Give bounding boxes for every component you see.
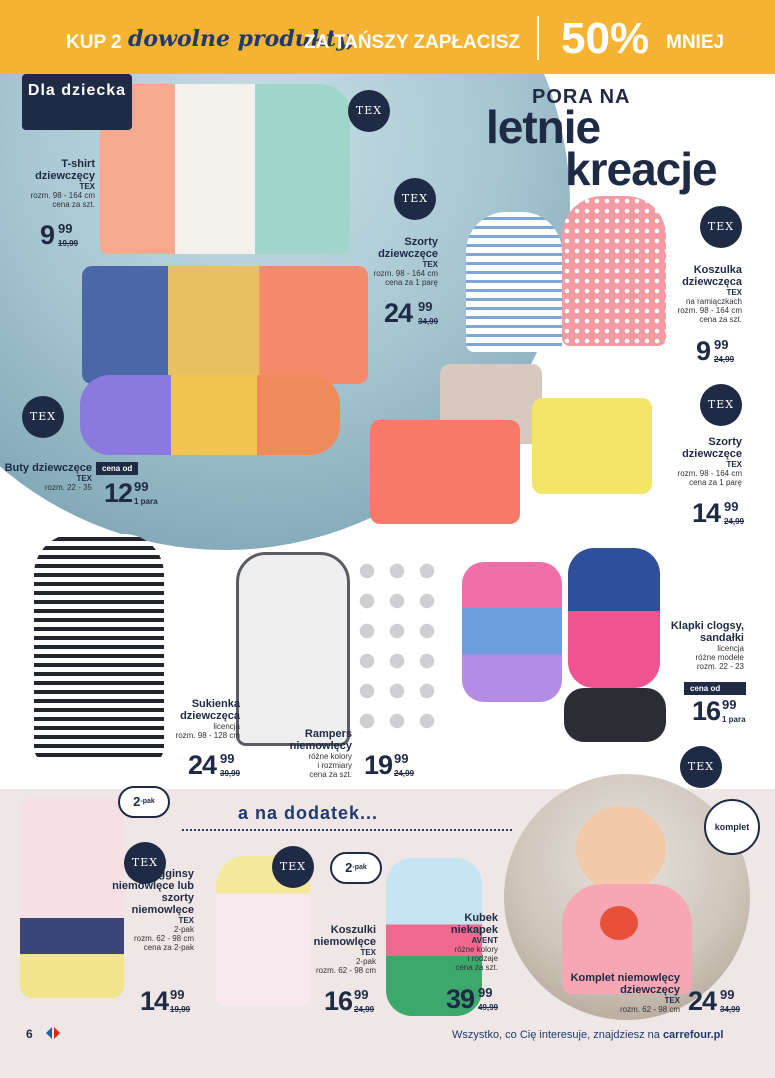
product-set-price: [688, 986, 741, 1017]
product-name: Klapki clogsy, sandałki: [670, 620, 744, 644]
product-desc: i rodzaje: [467, 954, 498, 963]
product-desc: różne modele: [695, 653, 744, 662]
product-size: rozm. 62 - 98 cm: [133, 934, 194, 943]
tex-logo-badge: TEX: [700, 384, 742, 426]
dotted-top-photo: [562, 196, 666, 346]
old-price: 34,99: [418, 317, 439, 326]
banner-text-cheaper: ZA TAŃSZY ZAPŁACISZ: [304, 32, 521, 53]
product-desc: różne kolory: [308, 752, 352, 761]
price-integer: 24: [384, 298, 413, 328]
product-romper-info: [274, 728, 352, 779]
category-badge: [22, 74, 132, 130]
banner-percent: 50%: [561, 14, 650, 63]
banner-text-kup: KUP 2: [66, 32, 122, 53]
footer-text: [452, 1029, 723, 1041]
product-set-info: [556, 972, 680, 1014]
product-dress-price: [188, 750, 241, 781]
old-price: 24,99: [724, 517, 745, 526]
old-price: 19,99: [170, 1005, 191, 1014]
tshirt-photo: [100, 84, 350, 254]
product-size: rozm. 98 - 164 cm: [373, 269, 438, 278]
two-pack-badge: [118, 786, 170, 818]
price-decimal: 99: [714, 337, 729, 352]
price-integer: 24: [188, 750, 217, 780]
tex-logo-badge: TEX: [394, 178, 436, 220]
stripe-top-photo: [466, 212, 562, 352]
category-badge-text: Dla dziecka: [27, 82, 127, 99]
product-top-price: [696, 336, 735, 367]
dress-photo: [34, 534, 164, 762]
product-shorts1-price: [384, 298, 439, 329]
old-price: 34,99: [720, 1005, 741, 1014]
product-tshirt-info: [5, 158, 95, 209]
old-price: 24,99: [714, 355, 735, 364]
product-name: Komplet niemowlęcy dziewczęcy: [570, 972, 680, 996]
rampers-photo-2: [352, 556, 440, 742]
headline-line1: PORA NA: [532, 86, 631, 108]
product-desc: różne kolory: [454, 945, 498, 954]
price-integer: 24: [688, 986, 717, 1016]
footer-tagline: Wszystko, co Cię interesuje, znajdziesz na: [452, 1029, 660, 1041]
product-romper-price: [364, 750, 415, 781]
page-number: 6: [26, 1027, 33, 1041]
product-size: rozm. 62 - 98 cm: [315, 966, 376, 975]
two-pack-suffix: -pak: [140, 798, 155, 805]
product-unit: cena za 1 parę: [689, 478, 742, 487]
price-integer: 9: [40, 220, 55, 250]
product-name: Szorty dziewczęce: [682, 436, 742, 460]
product-desc: i rozmiary: [317, 761, 352, 770]
old-price: 24,99: [394, 769, 415, 778]
old-price: 24,99: [354, 1005, 375, 1014]
product-name: Koszulka dziewczęca: [682, 264, 742, 288]
product-brand: TEX: [178, 916, 194, 925]
product-unit: cena za szt.: [455, 963, 498, 972]
product-brand: TEX: [422, 260, 438, 269]
price-decimal: 99: [58, 221, 73, 236]
product-name: Szorty dziewczęce: [378, 236, 438, 260]
price-integer: 39: [446, 984, 475, 1014]
product-unit: cena za szt.: [309, 770, 352, 779]
price-integer: 19: [364, 750, 393, 780]
product-desc: licencja: [717, 644, 744, 653]
price-decimal: 99: [418, 299, 433, 314]
product-name: Koszulki niemowlęce: [313, 924, 376, 948]
tex-logo-badge: TEX: [22, 396, 64, 438]
section-heading-extras: a na dodatek...: [238, 803, 379, 823]
price-decimal: 99: [722, 697, 737, 712]
two-pack-badge: [330, 852, 382, 884]
price-unit: 1 para: [134, 497, 158, 506]
tex-logo-badge: TEX: [348, 90, 390, 132]
old-price: 19,99: [58, 239, 79, 248]
price-integer: 14: [692, 498, 721, 528]
product-shoes-price: [104, 478, 158, 509]
product-tshirt-price: [40, 220, 79, 251]
tex-logo-badge: TEX: [680, 746, 722, 788]
product-size: rozm. 98 - 164 cm: [677, 306, 742, 315]
carrefour-logo-icon: [44, 1026, 62, 1040]
banner-divider: [537, 16, 539, 60]
sandal-black-photo: [564, 688, 666, 742]
tex-logo-badge: TEX: [272, 846, 314, 888]
product-unit: cena za 2-pak: [143, 943, 194, 952]
product-unit: cena za szt.: [52, 200, 95, 209]
product-leggings-info: [110, 868, 194, 952]
product-name: Sukienka dziewczęca: [180, 698, 240, 722]
product-babytops-info: [294, 924, 376, 975]
product-size: rozm. 98 - 164 cm: [677, 469, 742, 478]
slides-photo: [462, 562, 562, 702]
product-brand: TEX: [664, 996, 680, 1005]
price-decimal: 99: [478, 985, 493, 1000]
product-size: rozm. 22 - 23: [696, 662, 744, 671]
price-integer: 16: [324, 986, 353, 1016]
price-from-label: cena od: [684, 682, 746, 695]
coral-shorts-photo: [370, 420, 520, 524]
product-size: rozm. 22 - 35: [44, 483, 92, 492]
product-babytops-price: [324, 986, 375, 1017]
product-shoes-info: [2, 462, 92, 492]
price-decimal: 99: [354, 987, 369, 1002]
product-unit: cena za szt.: [699, 315, 742, 324]
product-sandals-info: [664, 620, 744, 671]
clogs-photo: [568, 548, 660, 688]
product-sandals-price: [692, 696, 746, 727]
headline-line3: kreacje: [565, 143, 717, 195]
banner-text-mniej: MNIEJ: [666, 32, 725, 53]
product-name: Legginsy niemowlęce lub szorty niemowlęce: [112, 868, 194, 916]
tex-logo-badge: TEX: [124, 842, 166, 884]
price-decimal: 99: [720, 987, 735, 1002]
product-desc: licencja: [213, 722, 240, 731]
product-name: Rampers niemowlęcy: [289, 728, 352, 752]
product-size: rozm. 62 - 98 cm: [619, 1005, 680, 1014]
price-unit: 1 para: [722, 715, 746, 724]
product-name: T-shirt dziewczęcy: [35, 158, 95, 182]
old-price: 39,99: [220, 769, 241, 778]
sandals-photo: [80, 375, 340, 455]
product-unit: cena za 1 parę: [385, 278, 438, 287]
product-brand: TEX: [79, 182, 95, 191]
two-pack-number: 2: [133, 794, 141, 809]
product-desc: 2-pak: [355, 957, 376, 966]
tex-logo-badge: TEX: [700, 206, 742, 248]
price-decimal: 99: [724, 499, 739, 514]
yellow-shorts-photo: [532, 398, 652, 494]
price-integer: 9: [696, 336, 711, 366]
rampers-photo-1: [236, 552, 350, 746]
price-integer: 14: [140, 986, 169, 1016]
price-integer: 16: [692, 696, 721, 726]
headline-line2: letnie: [486, 101, 601, 153]
product-brand: AVENT: [471, 936, 498, 945]
shorts-photo: [82, 266, 368, 384]
banner-text-script: dowolne produkty,: [128, 26, 355, 52]
product-shorts1-info: [350, 236, 438, 287]
product-leggings-price: [140, 986, 191, 1017]
price-decimal: 99: [170, 987, 185, 1002]
product-desc: 2-pak: [173, 925, 194, 934]
product-brand: TEX: [726, 460, 742, 469]
product-desc: na ramiączkach: [685, 297, 742, 306]
product-brand: TEX: [76, 474, 92, 483]
komplet-badge: komplet: [704, 799, 760, 855]
dotted-divider: [182, 829, 512, 831]
product-brand: TEX: [726, 288, 742, 297]
product-name: Kubek niekapek: [450, 912, 498, 936]
product-name: Buty dziewczęce: [4, 462, 92, 474]
footer-link[interactable]: carrefour.pl: [662, 1029, 724, 1041]
price-decimal: 99: [394, 751, 409, 766]
two-pack-number: 2: [345, 860, 353, 875]
price-integer: 12: [104, 478, 133, 508]
product-shorts2-price: [692, 498, 745, 529]
price-from-label: cena od: [96, 462, 138, 475]
product-brand: TEX: [360, 948, 376, 957]
old-price: 49,99: [478, 1003, 499, 1012]
product-size: rozm. 98 - 128 cm: [175, 731, 240, 740]
leggings-photo: [20, 798, 124, 998]
price-decimal: 99: [220, 751, 235, 766]
product-top-info: [660, 264, 742, 324]
product-cup-info: [432, 912, 498, 972]
product-dress-info: [158, 698, 240, 740]
product-cup-price: [446, 984, 499, 1015]
product-size: rozm. 98 - 164 cm: [30, 191, 95, 200]
two-pack-suffix: -pak: [352, 864, 367, 871]
promo-banner: [0, 0, 775, 74]
product-shorts2-info: [658, 436, 742, 487]
price-decimal: 99: [134, 479, 149, 494]
